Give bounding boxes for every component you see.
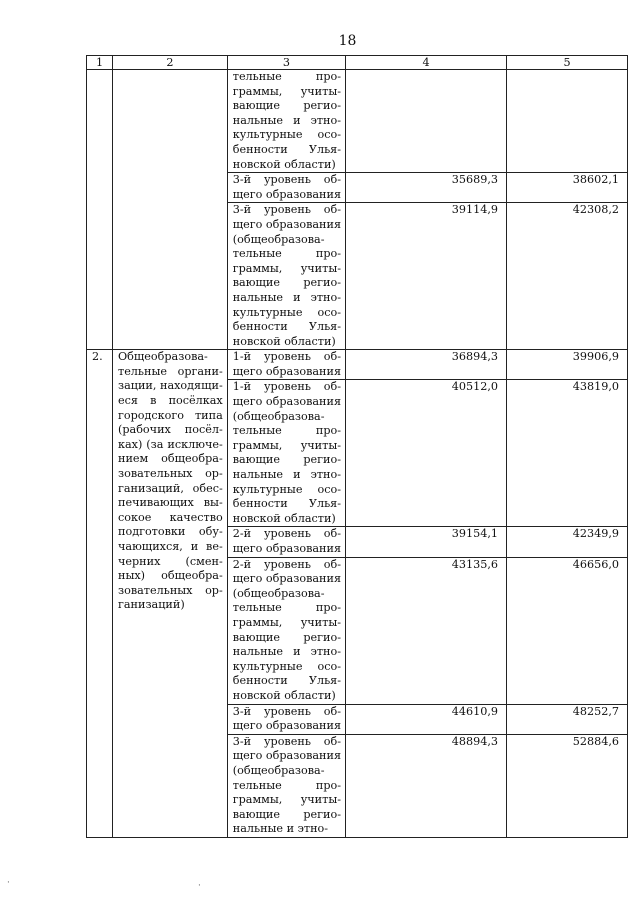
cell-text-line: зации, находящи- <box>118 379 223 393</box>
table-header-row <box>87 56 628 70</box>
cell-text-line: (рабочих посёл- <box>118 423 223 437</box>
cell-text-line: 1-й уровень об- <box>232 380 342 394</box>
page-number: 18 <box>338 33 357 49</box>
rate-col-4: 39154,1 <box>346 527 507 557</box>
rate-col-5: 42308,2 <box>507 203 628 350</box>
cell-text-line: нальные и этно- <box>232 113 342 127</box>
rate-col-4: 43135,6 <box>346 557 507 704</box>
scan-mark: · <box>198 881 201 891</box>
level-description <box>227 203 345 350</box>
cell-text-line: граммы, учиты- <box>232 261 342 275</box>
level-description <box>227 704 345 734</box>
cell-text-line: граммы, учиты- <box>232 84 342 98</box>
group-1-name-cell <box>113 70 228 350</box>
cell-text-line: городского типа <box>118 408 223 422</box>
level-description <box>227 380 345 527</box>
cell-text-line: вающие регио- <box>232 276 342 290</box>
cell-text-line: нальные и этно- <box>232 290 342 304</box>
header-col-3: 3 <box>227 56 345 70</box>
cell-text-line: бенности Улья- <box>232 497 342 511</box>
cell-text-line: 3-й уровень об- <box>232 704 342 718</box>
level-description <box>227 557 345 704</box>
cell-text-line: культурные осо- <box>232 482 342 496</box>
cell-text-line: 3-й уровень об- <box>232 173 342 187</box>
cell-text-line: нием общеобра- <box>118 452 223 466</box>
header-col-4: 4 <box>346 56 507 70</box>
group-2-name <box>113 350 228 838</box>
rate-col-5: 42349,9 <box>507 527 628 557</box>
cell-text-line: вающие регио- <box>232 453 342 467</box>
cell-text-line: вающие регио- <box>232 807 342 821</box>
cell-text-line: нальные и этно- <box>232 822 329 836</box>
cell-text-line: еся в посёлках <box>118 394 223 408</box>
rate-col-4: 40512,0 <box>346 380 507 527</box>
cell-text-line: тельные про- <box>232 601 342 615</box>
table-row <box>87 70 628 173</box>
cell-text-line: 3-й уровень об- <box>232 203 342 217</box>
cell-text-line: нальные и этно- <box>232 645 342 659</box>
cell-text-line: щего образования <box>232 395 342 409</box>
cell-text-line: тельные про- <box>232 778 342 792</box>
cell-text-line: зовательных ор- <box>118 583 223 597</box>
rate-col-4: 35689,3 <box>346 173 507 203</box>
cell-text-line: Общеобразова- <box>118 350 208 364</box>
cell-text-line: нальные и этно- <box>232 468 342 482</box>
cell-text-line: новской области) <box>232 688 336 702</box>
cell-text-line: щего образования <box>232 187 342 201</box>
cell-text-line: (общеобразова- <box>232 232 325 246</box>
cell-text-line: новской области) <box>232 157 336 171</box>
rate-col-5: 48252,7 <box>507 704 628 734</box>
cell-text-line: тельные про- <box>232 70 342 83</box>
cell-text-line: (общеобразова- <box>232 409 325 423</box>
cell-text-line: (общеобразова- <box>232 763 325 777</box>
cell-text-line: новской области) <box>232 334 336 348</box>
level-description <box>227 527 345 557</box>
cell-text-line: тельные про- <box>232 247 342 261</box>
cell-text-line: ганизаций) <box>118 598 185 612</box>
cell-text-line: щего образования <box>232 749 342 763</box>
header-col-2: 2 <box>113 56 228 70</box>
rate-col-4: 39114,9 <box>346 203 507 350</box>
cell-text-line: щего образования <box>232 719 342 733</box>
cell-text-line: культурные осо- <box>232 659 342 673</box>
group-1-number-cell <box>87 70 113 350</box>
cell-text-line: черних (смен- <box>118 554 223 568</box>
cell-text-line: вающие регио- <box>232 99 342 113</box>
cell-text-line: культурные осо- <box>232 305 342 319</box>
rate-col-4 <box>346 70 507 173</box>
cell-text-line: бенности Улья- <box>232 320 342 334</box>
cell-text-line: ках) (за исключе- <box>118 437 223 451</box>
scan-mark: · <box>7 878 10 888</box>
cell-text-line: (общеобразова- <box>232 586 325 600</box>
cell-text-line: подготовки обу- <box>118 525 223 539</box>
rate-col-5: 38602,1 <box>507 173 628 203</box>
rate-col-5 <box>507 70 628 173</box>
cell-text-line: 1-й уровень об- <box>232 350 342 364</box>
cell-text-line: зовательных ор- <box>118 467 223 481</box>
rate-col-5: 46656,0 <box>507 557 628 704</box>
rate-col-4: 44610,9 <box>346 704 507 734</box>
rate-col-4: 36894,3 <box>346 350 507 380</box>
cell-text-line: чающихся, и ве- <box>118 540 223 553</box>
header-col-1: 1 <box>87 56 113 70</box>
cell-text-line: граммы, учиты- <box>232 615 342 629</box>
group-2-number: 2. <box>87 350 113 838</box>
cell-text-line: печивающих вы- <box>118 496 223 510</box>
cell-text-line: щего образования <box>232 217 342 231</box>
cell-text-line: щего образования <box>232 364 342 378</box>
tariff-table <box>86 55 628 838</box>
cell-text-line: новской области) <box>232 511 336 525</box>
rate-col-5: 52884,6 <box>507 734 628 837</box>
rate-col-5: 39906,9 <box>507 350 628 380</box>
cell-text-line: ганизаций, обес- <box>118 481 223 495</box>
cell-text-line: бенности Улья- <box>232 674 342 688</box>
cell-text-line: щего образования <box>232 542 342 555</box>
cell-text-line: граммы, учиты- <box>232 793 342 807</box>
cell-text-line: бенности Улья- <box>232 142 342 156</box>
cell-text-line: тельные про- <box>232 424 342 438</box>
level-description <box>227 173 345 203</box>
cell-text-line: щего образования <box>232 572 342 586</box>
cell-text-line: тельные органи- <box>118 364 223 378</box>
cell-text-line: 2-й уровень об- <box>232 527 342 541</box>
level-description <box>227 70 345 173</box>
level-description <box>227 350 345 380</box>
header-col-5: 5 <box>507 56 628 70</box>
rate-col-4: 48894,3 <box>346 734 507 837</box>
level-description <box>227 734 345 837</box>
cell-text-line: 2-й уровень об- <box>232 557 342 571</box>
table-row <box>87 350 628 380</box>
cell-text-line: вающие регио- <box>232 630 342 644</box>
cell-text-line: ных) общеобра- <box>118 569 223 583</box>
rate-col-5: 43819,0 <box>507 380 628 527</box>
cell-text-line: граммы, учиты- <box>232 438 342 452</box>
cell-text-line: культурные осо- <box>232 128 342 142</box>
cell-text-line: 3-й уровень об- <box>232 734 342 748</box>
cell-text-line: сокое качество <box>118 510 223 524</box>
